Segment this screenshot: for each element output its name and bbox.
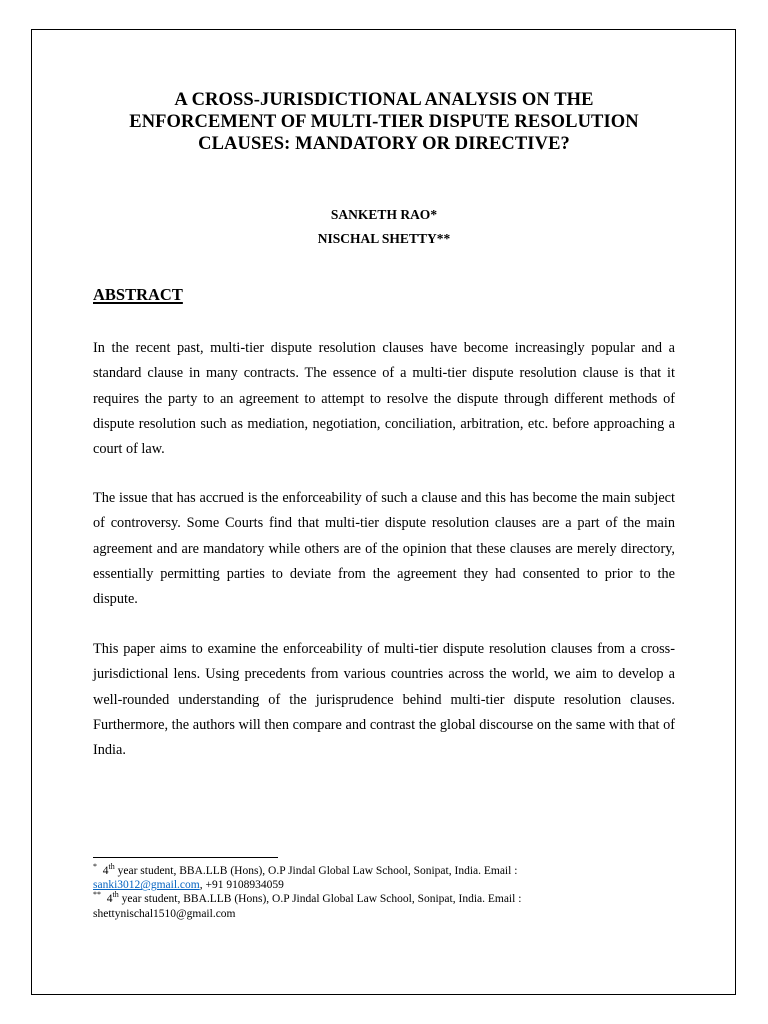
footnote-ordinal-suffix: th [108,862,115,872]
author-name: SANKETH RAO* [330,207,438,222]
footnote-text: year student, BBA.LLB (Hons), O.P Jindal Global Law School, Sonipat, India. Email : [118,893,522,906]
footnote-2-continued [93,907,693,921]
footnote-ordinal-suffix: th [112,890,119,900]
footnote-2 [93,892,693,906]
footnote-email: shettynischal1510@gmail.com [93,907,236,920]
footnote-1-continued [93,878,693,892]
footnotes [93,864,693,921]
title-line: CLAUSES: MANDATORY OR DIRECTIVE? [198,134,570,154]
abstract-paragraph: This paper aims to examine the enforceability of multi-tier dispute resolution clauses from a cross-jurisdictional lens. Using precedents from various countries across the world, we aim to develop a well-rounded understanding of the jurisprudence behind multi-tier dispute resolution clauses. Furthermore, the authors will then compare and contrast the global discourse on the same with that of India. [93,641,675,759]
email-link[interactable]: sanki3012@gmail.com [93,879,200,892]
footnote-separator [93,857,278,858]
footnote-marker: ** [93,890,101,900]
footnote-text: year student, BBA.LLB (Hons), O.P Jindal Global Law School, Sonipat, India. Email : [114,865,518,877]
paper-title [60,89,708,155]
footnote-ordinal: 4 [106,893,113,906]
footnote-phone: , +91 9108934059 [199,879,284,892]
abstract-paragraph: The issue that has accrued is the enforceability of such a clause and this has become the main subject of controversy. Some Courts find that multi-tier dispute resolution clauses are a part of the main agreement and are mandatory while others are of the opinion that these clauses are merely directory, essentially permitting parties to deviate from the agreement they had consented to prior to the dispute. [93,490,675,608]
title-line: A CROSS-JURISDICTIONAL ANALYSIS ON THE [174,90,594,110]
abstract-heading: ABSTRACT [93,285,183,304]
abstract-paragraph: In the recent past, multi-tier dispute resolution clauses have become increasingly popular and a standard clause in many contracts. The essence of a multi-tier dispute resolution clause is that it requires the party to an agreement to attempt to resolve the dispute through different methods of dispute resolution such as mediation, negotiation, conciliation, arbitration, etc. before approaching a court of law. [93,340,675,458]
footnote-marker: * [93,862,97,872]
footnote-1 [93,864,693,878]
footnote-ordinal: 4 [102,865,109,877]
title-line: ENFORCEMENT OF MULTI-TIER DISPUTE RESOLUTION [129,112,639,132]
author-name: NISCHAL SHETTY** [317,231,451,246]
